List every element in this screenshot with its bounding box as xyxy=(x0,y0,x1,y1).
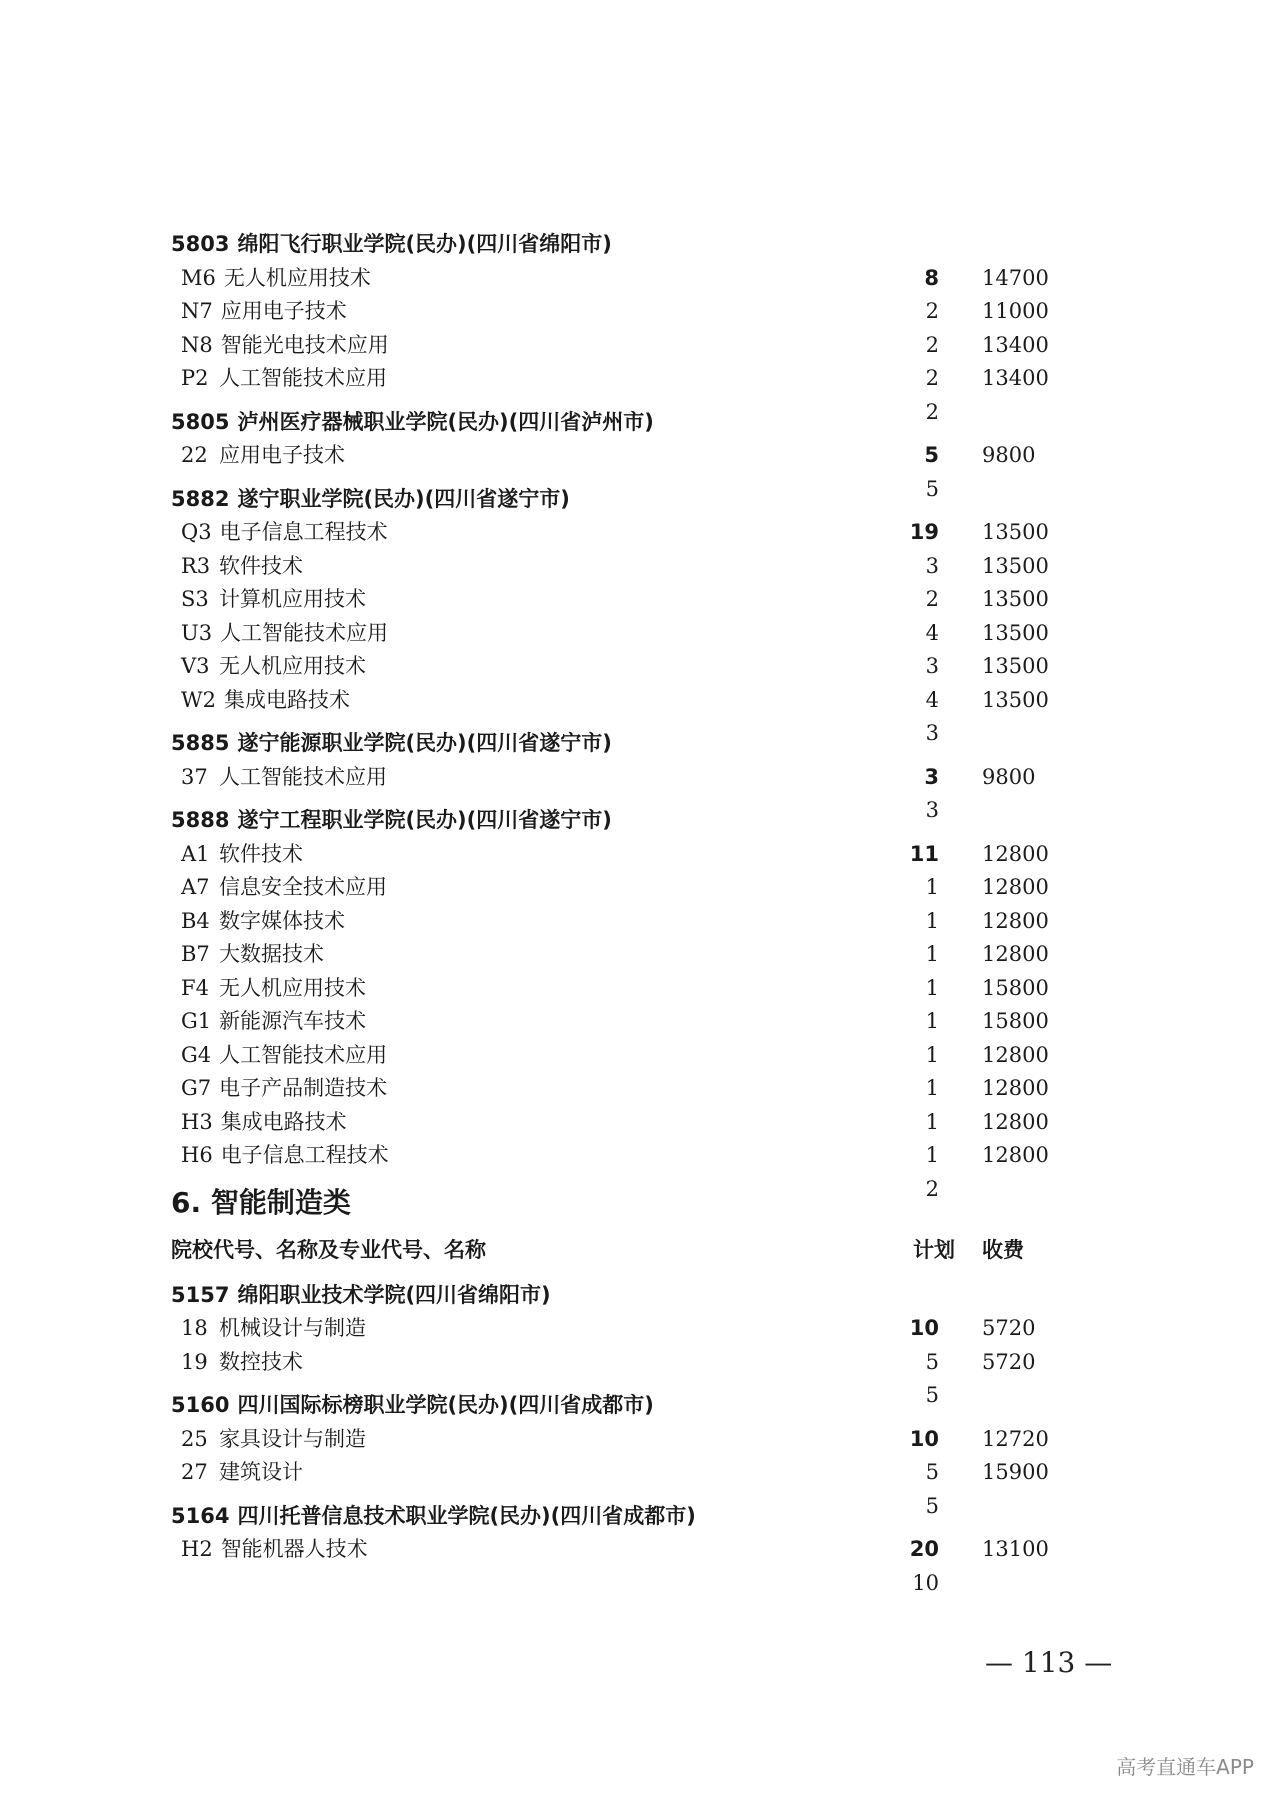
major-code: V3 xyxy=(181,654,210,678)
major-name: 应用电子技术 xyxy=(219,443,345,467)
school-code: 5164 xyxy=(171,1503,230,1528)
major-code: G7 xyxy=(181,1076,212,1100)
school-code: 5888 xyxy=(171,808,230,832)
major-plan-value: 1 xyxy=(925,1042,939,1067)
major-name: 电子产品制造技术 xyxy=(219,1076,388,1100)
header-plan: 计划 xyxy=(913,1237,955,1262)
document-content xyxy=(171,228,1071,1595)
major-code: A7 xyxy=(181,875,210,899)
enrollment-list-b xyxy=(171,1279,1071,1595)
major-plan-value: 2 xyxy=(925,366,939,390)
school-code: 5805 xyxy=(171,409,230,434)
major-name: 数控技术 xyxy=(219,1349,303,1374)
header-name: 院校代号、名称及专业代号、名称 xyxy=(171,1237,486,1262)
major-plan-value: 4 xyxy=(925,620,939,645)
major-name: 人工智能技术应用 xyxy=(219,366,387,390)
major-fee: 13500 xyxy=(982,687,1049,712)
major-code: M6 xyxy=(181,265,216,290)
major-plan-value: 3 xyxy=(925,553,939,578)
major-plan-value: 1 xyxy=(925,975,939,1000)
major-code: 18 xyxy=(181,1316,208,1340)
major-plan-value: 1 xyxy=(925,908,939,933)
school-code: 5803 xyxy=(171,232,230,256)
major-fee: 13100 xyxy=(982,1537,1049,1561)
major-row xyxy=(171,1533,1071,1595)
major-code: N8 xyxy=(181,332,213,357)
column-header xyxy=(171,1231,1071,1269)
major-fee: 13400 xyxy=(982,332,1049,357)
school-name: 泸州医疗器械职业学院(民办)(四川省泸州市) xyxy=(237,409,654,434)
school-name: 遂宁职业学院(民办)(四川省遂宁市) xyxy=(237,486,570,511)
major-name: 无人机应用技术 xyxy=(219,975,366,1000)
major-name: 软件技术 xyxy=(219,841,303,866)
school-plan-value: 20 xyxy=(909,1537,939,1561)
major-code: G4 xyxy=(181,1042,212,1067)
major-code: 37 xyxy=(181,764,208,789)
major-code: U3 xyxy=(181,620,213,645)
school-code: 5885 xyxy=(171,731,230,755)
major-plan-value: 1 xyxy=(925,1109,939,1134)
school-plan-value: 19 xyxy=(909,520,939,544)
major-fee: 13500 xyxy=(982,520,1049,544)
major-plan-value: 4 xyxy=(925,687,939,712)
major-code: B7 xyxy=(181,942,210,966)
major-name: 大数据技术 xyxy=(219,942,324,966)
major-code: A1 xyxy=(181,841,210,866)
school-plan-value: 10 xyxy=(909,1426,939,1451)
major-name: 无人机应用技术 xyxy=(219,654,366,678)
major-code: S3 xyxy=(181,587,209,611)
school-plan-value: 11 xyxy=(909,841,939,866)
major-name: 集成电路技术 xyxy=(223,687,350,712)
major-name: 建筑设计 xyxy=(219,1460,303,1484)
major-name: 集成电路技术 xyxy=(220,1109,347,1134)
major-plan-value: 5 xyxy=(925,1493,939,1518)
major-code: P2 xyxy=(181,366,209,390)
major-plan-value: 1 xyxy=(925,875,939,899)
major-code: 27 xyxy=(181,1460,208,1484)
major-code: B4 xyxy=(181,908,210,933)
major-plan-value: 2 xyxy=(925,332,939,357)
major-plan-value: 5 xyxy=(925,1460,939,1484)
major-fee: 13500 xyxy=(982,620,1049,645)
major-code: F4 xyxy=(181,975,209,1000)
school-plan-value: 3 xyxy=(924,764,939,789)
major-name: 无人机应用技术 xyxy=(223,265,371,290)
major-name: 电子信息工程技术 xyxy=(219,520,388,544)
major-name: 人工智能技术应用 xyxy=(219,764,387,789)
major-fee: 14700 xyxy=(982,265,1049,290)
major-fee: 9800 xyxy=(982,764,1036,789)
major-name: 智能机器人技术 xyxy=(220,1537,368,1561)
major-code: R3 xyxy=(181,553,211,578)
major-name: 机械设计与制造 xyxy=(219,1316,366,1340)
section-title: 6. 智能制造类 xyxy=(171,1185,351,1219)
school-plan-value: 5 xyxy=(924,443,939,467)
major-plan-value: 3 xyxy=(925,654,939,678)
school-name: 绵阳职业技术学院(四川省绵阳市) xyxy=(237,1282,551,1307)
major-name: 软件技术 xyxy=(219,553,303,578)
header-fee: 收费 xyxy=(982,1237,1024,1262)
major-fee: 12800 xyxy=(982,942,1049,966)
page-number: — 113 — xyxy=(985,1646,1113,1679)
major-fee: 11000 xyxy=(982,299,1049,323)
major-code: W2 xyxy=(181,687,216,712)
major-plan-value: 5 xyxy=(925,1349,939,1374)
school-name: 绵阳飞行职业学院(民办)(四川省绵阳市) xyxy=(237,232,612,256)
major-row xyxy=(171,1139,1071,1201)
major-code: G1 xyxy=(181,1009,212,1033)
major-fee: 12800 xyxy=(982,875,1049,899)
school-plan-value: 10 xyxy=(909,1316,939,1340)
major-name: 新能源汽车技术 xyxy=(219,1009,367,1033)
major-fee: 12800 xyxy=(982,1042,1049,1067)
major-fee: 13500 xyxy=(982,553,1049,578)
school-name: 遂宁工程职业学院(民办)(四川省遂宁市) xyxy=(237,808,612,832)
major-fee: 15800 xyxy=(982,975,1049,1000)
major-name: 智能光电技术应用 xyxy=(220,332,389,357)
major-code: H3 xyxy=(181,1109,213,1134)
major-fee: 5720 xyxy=(982,1316,1036,1340)
enrollment-list-a xyxy=(171,228,1071,1201)
major-code: H6 xyxy=(181,1143,213,1167)
major-code: 25 xyxy=(181,1426,208,1451)
school-plan-value: 8 xyxy=(924,265,939,290)
major-fee: 5720 xyxy=(982,1349,1036,1374)
major-name: 信息安全技术应用 xyxy=(219,875,387,899)
major-code: 22 xyxy=(181,443,208,467)
major-plan-value: 10 xyxy=(912,1570,939,1595)
major-name: 家具设计与制造 xyxy=(219,1426,366,1451)
major-fee: 15900 xyxy=(982,1460,1049,1484)
major-name: 电子信息工程技术 xyxy=(220,1143,389,1167)
major-plan-value: 2 xyxy=(925,399,939,424)
watermark: 高考直通车APP xyxy=(1116,1755,1254,1779)
major-code: H2 xyxy=(181,1537,213,1561)
major-plan-value: 2 xyxy=(925,1176,939,1201)
major-fee: 12800 xyxy=(982,1143,1049,1167)
major-fee: 13500 xyxy=(982,587,1049,611)
major-code: Q3 xyxy=(181,520,212,544)
school-name: 四川托普信息技术职业学院(民办)(四川省成都市) xyxy=(237,1503,696,1528)
major-name: 人工智能技术应用 xyxy=(220,620,389,645)
major-plan-value: 1 xyxy=(925,942,939,966)
major-fee: 15800 xyxy=(982,1009,1049,1033)
major-fee: 12800 xyxy=(982,1109,1049,1134)
major-fee: 12800 xyxy=(982,1076,1049,1100)
major-fee: 12800 xyxy=(982,841,1049,866)
school-name: 遂宁能源职业学院(民办)(四川省遂宁市) xyxy=(237,731,612,755)
major-code: 19 xyxy=(181,1349,208,1374)
major-plan-value: 3 xyxy=(925,721,939,745)
school-code: 5160 xyxy=(171,1393,230,1417)
major-plan-value: 2 xyxy=(925,587,939,611)
major-plan-value: 2 xyxy=(925,299,939,323)
major-fee: 12720 xyxy=(982,1426,1049,1451)
major-name: 数字媒体技术 xyxy=(219,908,345,933)
major-fee: 12800 xyxy=(982,908,1049,933)
major-code: N7 xyxy=(181,299,213,323)
major-fee: 13400 xyxy=(982,366,1049,390)
major-plan-value: 1 xyxy=(925,1143,939,1167)
major-name: 计算机应用技术 xyxy=(219,587,366,611)
major-plan-value: 1 xyxy=(925,1076,939,1100)
major-fee: 13500 xyxy=(982,654,1049,678)
major-name: 人工智能技术应用 xyxy=(219,1042,388,1067)
major-plan-value: 3 xyxy=(925,798,939,822)
major-fee: 9800 xyxy=(982,443,1036,467)
major-plan-value: 5 xyxy=(925,1383,939,1407)
major-plan-value: 5 xyxy=(925,476,939,501)
major-plan-value: 1 xyxy=(925,1009,939,1033)
school-name: 四川国际标榜职业学院(民办)(四川省成都市) xyxy=(237,1393,654,1417)
school-code: 5882 xyxy=(171,486,230,511)
major-name: 应用电子技术 xyxy=(220,299,347,323)
school-code: 5157 xyxy=(171,1282,230,1307)
